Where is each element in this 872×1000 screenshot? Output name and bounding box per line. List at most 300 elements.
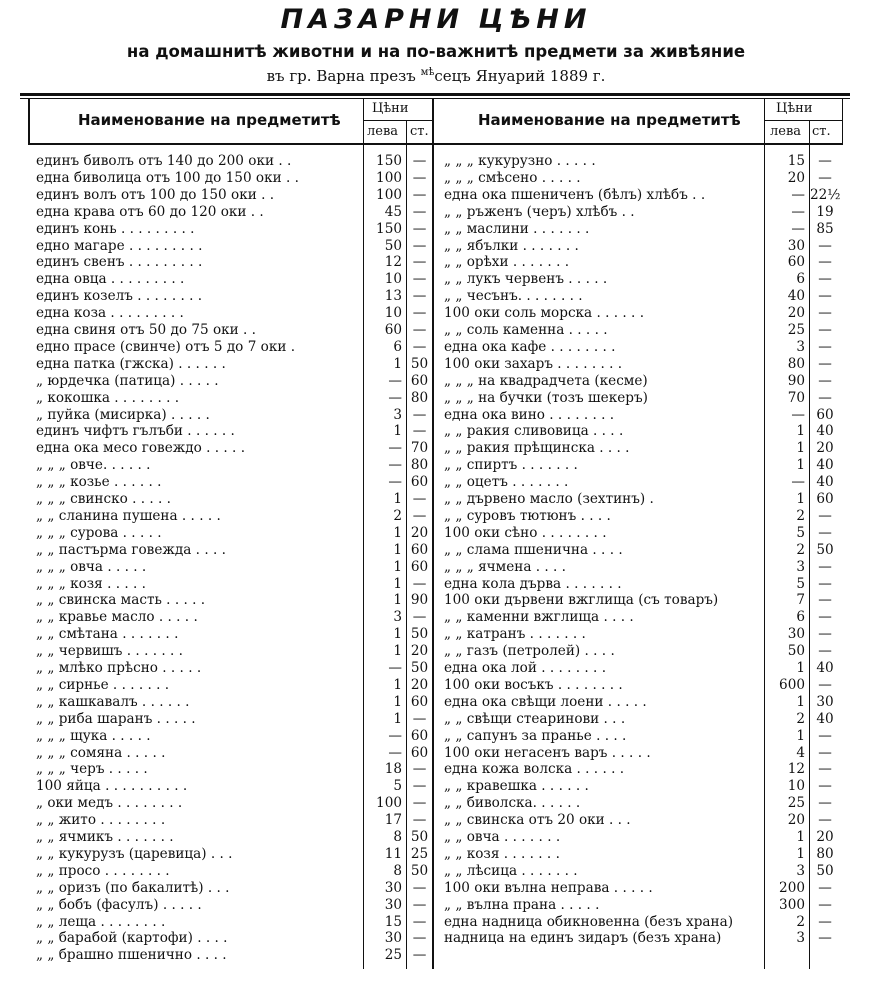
- price-leva: 12: [384, 254, 402, 271]
- price-leva: 3: [796, 558, 805, 575]
- price-leva: 25: [384, 947, 402, 964]
- item-name: единъ свенъ . . . . . . . . .: [36, 254, 203, 271]
- item-name: „ юрдечка (патица) . . . . .: [36, 372, 219, 389]
- item-name: „ „ ракия сливовица . . . .: [444, 423, 624, 440]
- price-st: —: [818, 558, 832, 575]
- price-leva: 300: [779, 896, 805, 913]
- price-st: —: [818, 626, 832, 643]
- price-leva: 1: [393, 355, 402, 372]
- price-leva: —: [388, 440, 402, 457]
- price-leva: 1: [393, 524, 402, 541]
- item-name: „ „ кукурузъ (царевица) . . .: [36, 845, 233, 862]
- price-st: —: [412, 609, 427, 626]
- price-leva: 70: [787, 389, 805, 406]
- item-name: „ „ свинска масть . . . . .: [36, 592, 206, 609]
- item-name: „ „ млѣко прѣсно . . . . .: [36, 660, 202, 676]
- price-st: —: [412, 305, 427, 322]
- item-name: „ „ „ козье . . . . . .: [36, 474, 162, 491]
- price-st: 20: [816, 440, 834, 457]
- item-name: „ „ кравье масло . . . . .: [36, 609, 198, 626]
- price-leva: 20: [787, 305, 805, 322]
- price-st: —: [818, 930, 832, 947]
- price-leva: 25: [787, 795, 805, 812]
- item-name: една свиня отъ 50 до 75 оки . .: [36, 322, 256, 338]
- price-leva: 1: [796, 660, 805, 676]
- right-price-rule: [764, 99, 765, 969]
- price-leva: 100: [376, 186, 402, 203]
- item-name: едно магаре . . . . . . . . .: [36, 237, 203, 254]
- price-st: —: [412, 491, 427, 507]
- left-leva-header: лева: [367, 124, 399, 139]
- item-name: една ока лой . . . . . . . .: [444, 660, 607, 676]
- item-name: „ „ свѣщи стеаринови . . .: [444, 710, 626, 727]
- price-leva: 1: [393, 558, 402, 575]
- price-st: 80: [410, 389, 429, 406]
- price-leva: 2: [796, 913, 805, 930]
- price-st: —: [412, 947, 427, 964]
- price-leva: 1: [796, 727, 805, 744]
- price-leva: 6: [796, 271, 805, 288]
- price-leva: 17: [384, 812, 402, 829]
- item-name: „ „ кашкавалъ . . . . . .: [36, 693, 190, 710]
- price-leva: 150: [376, 153, 402, 169]
- price-leva: 2: [796, 541, 805, 558]
- item-name: 100 оки сѣно . . . . . . . .: [444, 524, 607, 541]
- item-name: „ „ спиртъ . . . . . . .: [444, 457, 578, 474]
- item-name: „ „ „ сурова . . . . .: [36, 524, 162, 541]
- price-leva: —: [388, 457, 402, 474]
- page-title: ПАЗАРНИ ЦѢНИ: [280, 4, 592, 35]
- price-st: —: [412, 169, 427, 186]
- price-st: 50: [410, 829, 429, 845]
- price-leva: 1: [393, 710, 402, 727]
- price-leva: —: [388, 372, 402, 389]
- price-st: —: [818, 338, 832, 355]
- item-name: „ пуйка (мисирка) . . . . .: [36, 406, 210, 423]
- right-prices-header: Цѣни: [776, 101, 813, 116]
- price-st: —: [818, 896, 832, 913]
- price-leva: 60: [384, 322, 402, 338]
- item-name: „ „ „ ячмена . . . .: [444, 558, 567, 575]
- price-leva: 30: [787, 626, 805, 643]
- price-leva: 4: [796, 744, 805, 761]
- price-leva: 30: [384, 930, 402, 947]
- price-st: —: [412, 271, 427, 288]
- price-st: 20: [410, 524, 429, 541]
- price-leva: 40: [787, 288, 805, 305]
- item-name: „ „ суровъ тютюнъ . . . .: [444, 507, 611, 524]
- price-leva: 1: [393, 491, 402, 507]
- price-leva: —: [388, 389, 402, 406]
- item-name: една кола дърва . . . . . . .: [444, 575, 622, 592]
- price-st: —: [412, 322, 427, 338]
- item-name: една крава отъ 60 до 120 оки . .: [36, 203, 264, 220]
- item-name: 100 оки вълна неправа . . . . .: [444, 879, 653, 896]
- price-st: —: [818, 795, 832, 812]
- item-name: единъ козелъ . . . . . . . .: [36, 288, 203, 305]
- price-leva: —: [388, 727, 402, 744]
- price-leva: 60: [787, 254, 805, 271]
- right-leva-header: лева: [770, 124, 802, 139]
- left-border: [28, 99, 30, 144]
- price-leva: 7: [796, 592, 805, 609]
- price-st: —: [412, 288, 427, 305]
- item-name: „ „ ячмикъ . . . . . . .: [36, 829, 174, 845]
- item-name: „ „ маслини . . . . . . .: [444, 220, 590, 237]
- item-name: „ „ просо . . . . . . . .: [36, 862, 170, 879]
- price-st: —: [818, 609, 832, 626]
- price-leva: 1: [393, 693, 402, 710]
- price-st: —: [818, 237, 832, 254]
- item-name: „ „ ракия прѣщинска . . . .: [444, 440, 630, 457]
- item-name: една патка (гжска) . . . . . .: [36, 355, 226, 372]
- item-name: „ „ газъ (петролей) . . . .: [444, 643, 615, 660]
- price-st: 50: [816, 862, 834, 879]
- price-leva: 10: [384, 305, 402, 322]
- price-st: 40: [816, 423, 834, 440]
- item-name: „ „ „ на квадрадчета (кесме): [444, 372, 648, 389]
- header-bottom-rule: [28, 143, 843, 145]
- price-st: —: [412, 795, 427, 812]
- price-leva: 3: [393, 609, 402, 626]
- price-leva: 1: [796, 693, 805, 710]
- right-prices-underline: [764, 120, 842, 121]
- price-st: 25: [410, 845, 429, 862]
- price-st: —: [412, 507, 427, 524]
- price-st: —: [818, 761, 832, 778]
- price-leva: 2: [796, 710, 805, 727]
- price-st: 50: [410, 626, 429, 643]
- price-st: —: [412, 761, 427, 778]
- left-price-rule: [363, 99, 364, 969]
- price-leva: —: [791, 220, 805, 237]
- item-name: една коза . . . . . . . . .: [36, 305, 184, 322]
- dateline-superscript: мѣ: [420, 67, 435, 78]
- price-leva: 50: [384, 237, 402, 254]
- price-st: —: [818, 153, 832, 169]
- item-name: „ „ леща . . . . . . . .: [36, 913, 166, 930]
- item-name: „ „ каменни вжглища . . . .: [444, 609, 634, 626]
- price-leva: 5: [796, 575, 805, 592]
- item-name: една ока вино . . . . . . . .: [444, 406, 615, 423]
- price-st: —: [818, 676, 832, 693]
- item-name: „ „ оцетъ . . . . . . .: [444, 474, 569, 491]
- item-name: „ „ бобъ (фасулъ) . . . . .: [36, 896, 202, 913]
- price-st: —: [818, 507, 832, 524]
- price-st: 80: [816, 845, 834, 862]
- item-name: „ оки медъ . . . . . . . .: [36, 795, 183, 812]
- item-name: единъ конь . . . . . . . . .: [36, 220, 195, 237]
- price-st: 50: [410, 660, 429, 676]
- price-leva: —: [388, 660, 402, 676]
- price-leva: 150: [376, 220, 402, 237]
- price-st: 40: [816, 660, 834, 676]
- price-st: —: [412, 186, 427, 203]
- price-st: 22½: [810, 186, 841, 203]
- price-st: —: [818, 812, 832, 829]
- price-st: —: [818, 575, 832, 592]
- price-st: —: [412, 710, 427, 727]
- price-leva: 1: [796, 845, 805, 862]
- price-st: —: [412, 896, 427, 913]
- item-name: „ „ свинска отъ 20 оки . . .: [444, 812, 631, 829]
- item-name: „ „ лѣсица . . . . . . .: [444, 862, 578, 879]
- price-st: —: [818, 271, 832, 288]
- price-leva: 3: [796, 930, 805, 947]
- price-st: —: [818, 355, 832, 372]
- price-leva: —: [791, 203, 805, 220]
- price-st: —: [818, 254, 832, 271]
- price-leva: 5: [796, 524, 805, 541]
- price-leva: 13: [384, 288, 402, 305]
- price-leva: 30: [384, 879, 402, 896]
- price-leva: 6: [393, 338, 402, 355]
- item-name: единъ биволъ отъ 140 до 200 оки . .: [36, 153, 292, 169]
- item-name: „ „ орѣхи . . . . . . .: [444, 254, 570, 271]
- item-name: едно прасе (свинче) отъ 5 до 7 оки .: [36, 338, 296, 355]
- item-name: „ „ „ на бучки (тозъ шекеръ): [444, 389, 648, 406]
- price-leva: 15: [787, 153, 805, 169]
- price-st: 40: [816, 457, 834, 474]
- price-st: 90: [410, 592, 429, 609]
- price-st: —: [818, 322, 832, 338]
- price-leva: 3: [393, 406, 402, 423]
- item-name: една ока кафе . . . . . . . .: [444, 338, 616, 355]
- item-name: „ „ биволска. . . . . .: [444, 795, 581, 812]
- left-name-header: Наименование на предметитѣ: [78, 111, 341, 129]
- price-leva: 90: [787, 372, 805, 389]
- price-st: 50: [410, 355, 429, 372]
- price-st: 85: [816, 220, 834, 237]
- price-st: —: [818, 778, 832, 795]
- item-name: „ „ катранъ . . . . . . .: [444, 626, 586, 643]
- item-name: „ „ „ кукурузно . . . . .: [444, 153, 596, 169]
- item-name: „ „ „ свинско . . . . .: [36, 491, 171, 507]
- price-leva: 25: [787, 322, 805, 338]
- price-st: 60: [410, 693, 429, 710]
- item-name: „ „ пастърма говежда . . . .: [36, 541, 226, 558]
- price-st: —: [818, 913, 832, 930]
- item-name: „ „ сапунъ за пранье . . . .: [444, 727, 627, 744]
- price-st: —: [412, 879, 427, 896]
- price-st: —: [818, 372, 832, 389]
- item-name: „ „ овча . . . . . . .: [444, 829, 561, 845]
- price-st: 80: [410, 457, 429, 474]
- item-name: една ока свѣщи лоени . . . . .: [444, 693, 647, 710]
- price-leva: 200: [779, 879, 805, 896]
- price-leva: 80: [787, 355, 805, 372]
- item-name: „ „ оризъ (по бакалитѣ) . . .: [36, 879, 230, 896]
- price-st: —: [412, 338, 427, 355]
- item-name: 100 яйца . . . . . . . . . .: [36, 778, 188, 795]
- price-leva: 1: [393, 592, 402, 609]
- price-leva: 12: [787, 761, 805, 778]
- price-st: —: [818, 389, 832, 406]
- item-name: „ „ слама пшенична . . . .: [444, 541, 623, 558]
- item-name: „ „ жито . . . . . . . .: [36, 812, 166, 829]
- price-st: 60: [816, 491, 834, 507]
- dateline-prefix: въ гр. Варна презъ: [266, 67, 421, 85]
- price-st: —: [412, 203, 427, 220]
- item-name: „ кокошка . . . . . . . .: [36, 389, 180, 406]
- price-leva: 18: [384, 761, 402, 778]
- price-st: —: [818, 169, 832, 186]
- price-st: 19: [816, 203, 834, 220]
- price-leva: 1: [796, 457, 805, 474]
- price-leva: 1: [796, 491, 805, 507]
- item-name: „ „ сирнье . . . . . . .: [36, 676, 170, 693]
- price-leva: 20: [787, 812, 805, 829]
- price-leva: 100: [376, 169, 402, 186]
- price-leva: 15: [384, 913, 402, 930]
- price-st: —: [818, 305, 832, 322]
- price-leva: —: [388, 474, 402, 491]
- item-name: „ „ „ сомяна . . . . .: [36, 744, 166, 761]
- price-leva: 600: [779, 676, 805, 693]
- price-leva: 1: [796, 440, 805, 457]
- price-leva: 11: [384, 845, 402, 862]
- price-st: —: [818, 524, 832, 541]
- price-leva: 3: [796, 338, 805, 355]
- price-leva: 10: [384, 271, 402, 288]
- price-st: —: [818, 592, 832, 609]
- item-name: единъ волъ отъ 100 до 150 оки . .: [36, 186, 275, 203]
- price-st: —: [412, 778, 427, 795]
- item-name: една ока месо говеждо . . . . .: [36, 440, 246, 457]
- price-leva: 10: [787, 778, 805, 795]
- price-leva: —: [388, 744, 402, 761]
- item-name: 100 оки соль морска . . . . . .: [444, 305, 645, 322]
- price-leva: 1: [393, 575, 402, 592]
- item-name: „ „ брашно пшенично . . . .: [36, 947, 227, 964]
- item-name: „ „ „ овча . . . . .: [36, 558, 147, 575]
- item-name: една ока пшениченъ (бѣлъ) хлѣбъ . .: [444, 186, 706, 203]
- price-st: —: [818, 744, 832, 761]
- item-name: една овца . . . . . . . . .: [36, 271, 185, 288]
- top-rule-thin: [20, 98, 850, 99]
- price-leva: 1: [393, 626, 402, 643]
- price-leva: 50: [787, 643, 805, 660]
- item-name: „ „ ръженъ (черъ) хлѣбъ . .: [444, 203, 635, 220]
- price-leva: 20: [787, 169, 805, 186]
- middle-rule: [432, 99, 434, 969]
- price-st: 60: [410, 558, 429, 575]
- price-leva: 30: [787, 237, 805, 254]
- price-st: —: [412, 220, 427, 237]
- price-leva: —: [791, 186, 805, 203]
- price-st: —: [412, 237, 427, 254]
- item-name: надница на единъ зидаръ (безъ храна): [444, 930, 722, 947]
- price-st: —: [412, 153, 427, 169]
- right-name-header: Наименование на предметитѣ: [478, 111, 741, 129]
- dateline-suffix: сецъ Януарий 1889 г.: [434, 67, 606, 85]
- item-name: „ „ чесънъ. . . . . . . .: [444, 288, 583, 305]
- price-st: —: [818, 727, 832, 744]
- price-st: —: [412, 423, 427, 440]
- price-st: 60: [816, 406, 834, 423]
- price-st: —: [412, 812, 427, 829]
- item-name: „ „ червишъ . . . . . . .: [36, 643, 183, 660]
- price-leva: 100: [376, 795, 402, 812]
- item-name: „ „ соль каменна . . . . .: [444, 322, 608, 338]
- price-leva: 45: [384, 203, 402, 220]
- item-name: „ „ смѣтана . . . . . . .: [36, 626, 179, 643]
- price-leva: 1: [393, 643, 402, 660]
- item-name: 100 оки захаръ . . . . . . . .: [444, 355, 623, 372]
- price-st: —: [412, 913, 427, 930]
- price-leva: 6: [796, 609, 805, 626]
- price-st: —: [412, 930, 427, 947]
- right-border: [842, 99, 843, 144]
- price-st: 50: [410, 862, 429, 879]
- price-st: 20: [410, 676, 429, 693]
- page-subtitle: на домашнитѣ животни и на по-важнитѣ предмети за живѣяние: [126, 42, 746, 61]
- price-leva: 3: [796, 862, 805, 879]
- price-leva: —: [791, 474, 805, 491]
- top-rule: [20, 93, 850, 96]
- price-st: —: [412, 406, 427, 423]
- item-name: „ „ „ смѣсено . . . . .: [444, 169, 581, 186]
- price-st: —: [818, 879, 832, 896]
- price-st: 30: [816, 693, 834, 710]
- price-leva: 1: [796, 829, 805, 845]
- price-leva: 30: [384, 896, 402, 913]
- price-st: 70: [410, 440, 429, 457]
- item-name: „ „ ябълки . . . . . . .: [444, 237, 579, 254]
- item-name: „ „ „ козя . . . . .: [36, 575, 146, 592]
- item-name: „ „ „ щука . . . . .: [36, 727, 151, 744]
- price-leva: 8: [393, 829, 402, 845]
- price-leva: 2: [393, 507, 402, 524]
- price-leva: 5: [393, 778, 402, 795]
- price-st: —: [412, 575, 427, 592]
- item-name: „ „ „ черъ . . . . .: [36, 761, 148, 778]
- price-leva: 8: [393, 862, 402, 879]
- left-prices-header: Цѣни: [372, 101, 409, 116]
- price-leva: 1: [796, 423, 805, 440]
- item-name: „ „ барабой (картофи) . . . .: [36, 930, 228, 947]
- item-name: една кожа волска . . . . . .: [444, 761, 625, 778]
- item-name: единъ чифтъ гълъби . . . . . .: [36, 423, 235, 440]
- price-st: 40: [816, 710, 834, 727]
- item-name: „ „ сланина пушена . . . . .: [36, 507, 221, 524]
- price-st: 60: [410, 474, 429, 491]
- item-name: „ „ козя . . . . . . .: [444, 845, 560, 862]
- price-st: —: [818, 288, 832, 305]
- left-st-header: ст.: [410, 124, 429, 139]
- item-name: една надница обикновенна (безъ храна): [444, 913, 733, 930]
- price-st: 40: [816, 474, 834, 491]
- item-name: 100 оки дървени вжглища (съ товаръ): [444, 592, 719, 609]
- price-leva: 1: [393, 541, 402, 558]
- price-st: 20: [410, 643, 429, 660]
- item-name: 100 оки восъкъ . . . . . . . .: [444, 676, 623, 693]
- item-name: „ „ „ овче. . . . . .: [36, 457, 151, 474]
- left-prices-underline: [363, 120, 433, 121]
- price-st: 60: [410, 541, 429, 558]
- item-name: 100 оки негасенъ варъ . . . . .: [444, 744, 651, 761]
- price-st: 20: [816, 829, 834, 845]
- price-st: —: [818, 643, 832, 660]
- price-st: 60: [410, 744, 429, 761]
- right-st-header: ст.: [812, 124, 831, 139]
- item-name: една биволица отъ 100 до 150 оки . .: [36, 169, 299, 186]
- price-st: 60: [410, 372, 429, 389]
- item-name: „ „ риба шаранъ . . . . .: [36, 710, 196, 727]
- item-name: „ „ лукъ червенъ . . . . .: [444, 271, 608, 288]
- price-leva: 1: [393, 423, 402, 440]
- price-st: 50: [816, 541, 834, 558]
